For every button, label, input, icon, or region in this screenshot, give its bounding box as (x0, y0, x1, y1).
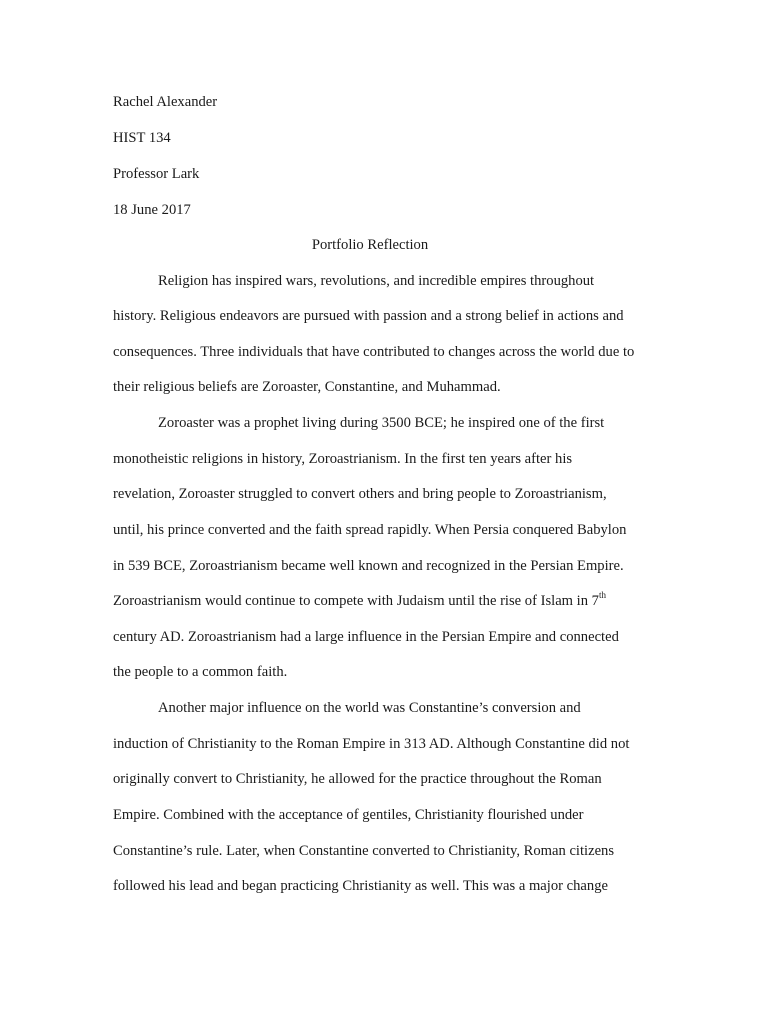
paragraph-2-line-2: monotheistic religions in history, Zoroastrianism. In the first ten years after his (113, 451, 573, 467)
ordinal-superscript: th (598, 590, 606, 601)
document-title: Portfolio Reflection (311, 237, 429, 253)
paragraph-2-line-8: the people to a common faith. (113, 664, 288, 680)
paragraph-2-line-6 (113, 591, 606, 611)
paragraph-2-line-1: Zoroaster was a prophet living during 3500 BCE; he inspired one of the first (158, 415, 605, 431)
paragraph-3-line-3: originally convert to Christianity, he allowed for the practice throughout the Roman (113, 771, 602, 787)
document-date: 18 June 2017 (113, 202, 191, 218)
paragraph-2-line-7: century AD. Zoroastrianism had a large influence in the Persian Empire and connected (113, 629, 619, 645)
paragraph-3-line-5: Constantine’s rule. Later, when Constantine converted to Christianity, Roman citizens (113, 843, 615, 859)
paragraph-2-line-3: revelation, Zoroaster struggled to convert others and bring people to Zoroastrianism, (113, 486, 607, 502)
course-code: HIST 134 (113, 130, 171, 146)
paragraph-3-line-1: Another major influence on the world was Constantine’s conversion and (158, 700, 581, 716)
paragraph-1-line-2: history. Religious endeavors are pursued with passion and a strong belief in actions and (113, 308, 624, 324)
paragraph-3-line-4: Empire. Combined with the acceptance of gentiles, Christianity flourished under (113, 807, 584, 823)
paragraph-3-line-2: induction of Christianity to the Roman Empire in 313 AD. Although Constantine did not (113, 736, 630, 752)
paragraph-1-line-3: consequences. Three individuals that have contributed to changes across the world due to (113, 344, 635, 360)
paragraph-2-line-4: until, his prince converted and the faith spread rapidly. When Persia conquered Babylon (113, 522, 627, 538)
paragraph-1-line-4: their religious beliefs are Zoroaster, Constantine, and Muhammad. (113, 379, 501, 395)
paragraph-2-line-6-text: Zoroastrianism would continue to compete with Judaism until the rise of Islam in 7 (113, 593, 599, 609)
professor-name: Professor Lark (113, 166, 200, 182)
paragraph-3-line-6: followed his lead and began practicing Christianity as well. This was a major change (113, 878, 608, 894)
author-name: Rachel Alexander (113, 94, 218, 110)
paragraph-1-line-1: Religion has inspired wars, revolutions, and incredible empires throughout (158, 273, 595, 289)
paragraph-2-line-5: in 539 BCE, Zoroastrianism became well known and recognized in the Persian Empire. (113, 558, 624, 574)
